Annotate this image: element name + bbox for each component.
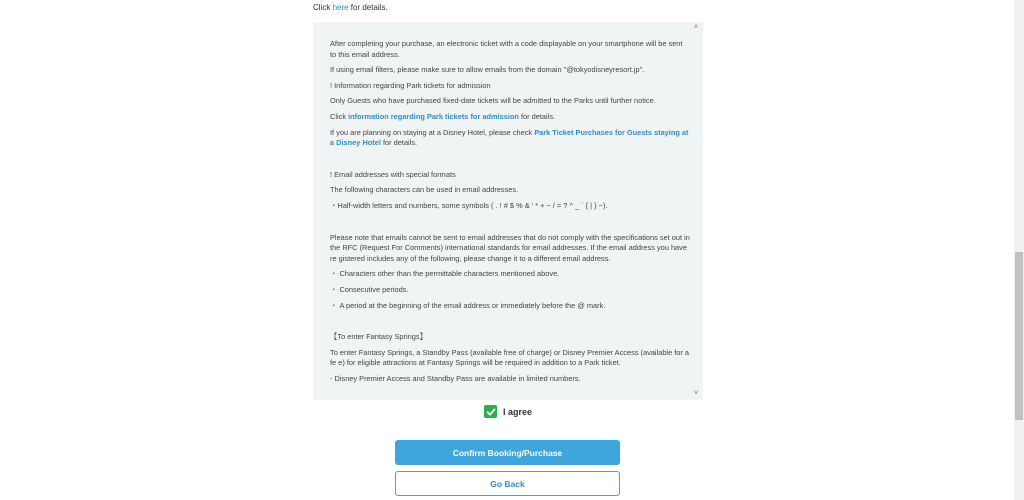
agree-checkbox[interactable] <box>484 405 497 418</box>
spacer <box>330 154 690 170</box>
notice-rule-leading-period: ・ A period at the beginning of the email address or immediately before the @ mark. <box>330 300 606 310</box>
details-note-prefix: Click <box>313 3 333 12</box>
notice-disney-hotel-suffix: for details. <box>380 138 418 148</box>
checkmark-icon <box>486 407 496 417</box>
notice-disney-hotel <box>330 128 690 149</box>
notice-content <box>330 39 690 389</box>
go-back-button[interactable]: Go Back <box>395 471 620 496</box>
notice-park-tickets-heading: ! Information regarding Park tickets for admission <box>330 80 491 90</box>
notice-park-tickets-prefix: Click <box>330 111 349 121</box>
notice-fantasy-springs-heading: 【To enter Fantasy Springs】 <box>330 332 427 342</box>
notice-rfc: Please note that emails cannot be sent to email addresses that do not comply with the specifications set out in the RFC (Request For Comments) international standards for email addresses. If the email address you have re gistered includes any of the following, please change it to a different email address. <box>330 232 690 263</box>
notice-park-tickets-info <box>330 112 690 123</box>
details-here-link[interactable]: here <box>332 3 349 12</box>
scroll-up-arrow-icon[interactable]: ˄ <box>693 24 699 31</box>
notice-fantasy-springs: To enter Fantasy Springs, a Standby Pass (available free of charge) or Disney Premier Access (available for a fe e) for eligible attractions at Fantasy Springs will be required in addition to a Park ticket. <box>330 347 690 368</box>
notice-scroll-box[interactable] <box>313 22 703 400</box>
agree-label: I agree <box>503 406 533 417</box>
park-tickets-info-link[interactable]: information regarding Park tickets for admission <box>348 111 519 121</box>
confirm-booking-button[interactable]: Confirm Booking/Purchase <box>395 440 620 465</box>
notice-email-ticket: After completing your purchase, an electronic ticket with a code displayable on your smartphone will be sent to this email address. <box>330 39 683 59</box>
notice-symbols-list: ・Half-width letters and numbers, some symbols ( . ! # $ % & ' * + − / = ? ^ _ ` { | } ~). <box>330 200 608 210</box>
notice-limited-numbers: - Disney Premier Access and Standby Pass are available in limited numbers. <box>330 373 581 383</box>
details-note <box>313 3 388 12</box>
notice-email-filters: If using email filters, please make sure to allow emails from the domain "@tokyodisneyresort.jp". <box>330 65 645 75</box>
notice-fixed-date: Only Guests who have purchased fixed-date tickets will be admitted to the Parks until further notice. <box>330 96 656 106</box>
scroll-down-arrow-icon[interactable]: ˅ <box>693 390 699 397</box>
notice-rule-characters: ・ Characters other than the permittable characters mentioned above. <box>330 269 560 279</box>
spacer <box>330 316 690 332</box>
disney-hotel-link[interactable]: Park Ticket Purchases for Guests staying at a Disney Hotel <box>330 127 689 148</box>
page-scrollbar[interactable] <box>1014 0 1024 500</box>
page-scrollbar-thumb[interactable] <box>1015 252 1023 420</box>
notice-rule-periods: ・ Consecutive periods. <box>330 284 409 294</box>
notice-allowed-characters: The following characters can be used in email addresses. <box>330 185 519 195</box>
notice-special-formats-heading: ! Email addresses with special formats <box>330 169 456 179</box>
agree-row[interactable] <box>484 405 532 418</box>
notice-park-tickets-suffix: for details. <box>518 111 556 121</box>
details-note-suffix: for details. <box>348 3 388 12</box>
notice-disney-hotel-prefix: If you are planning on staying at a Disney Hotel, please check <box>330 127 535 137</box>
spacer <box>330 217 690 233</box>
